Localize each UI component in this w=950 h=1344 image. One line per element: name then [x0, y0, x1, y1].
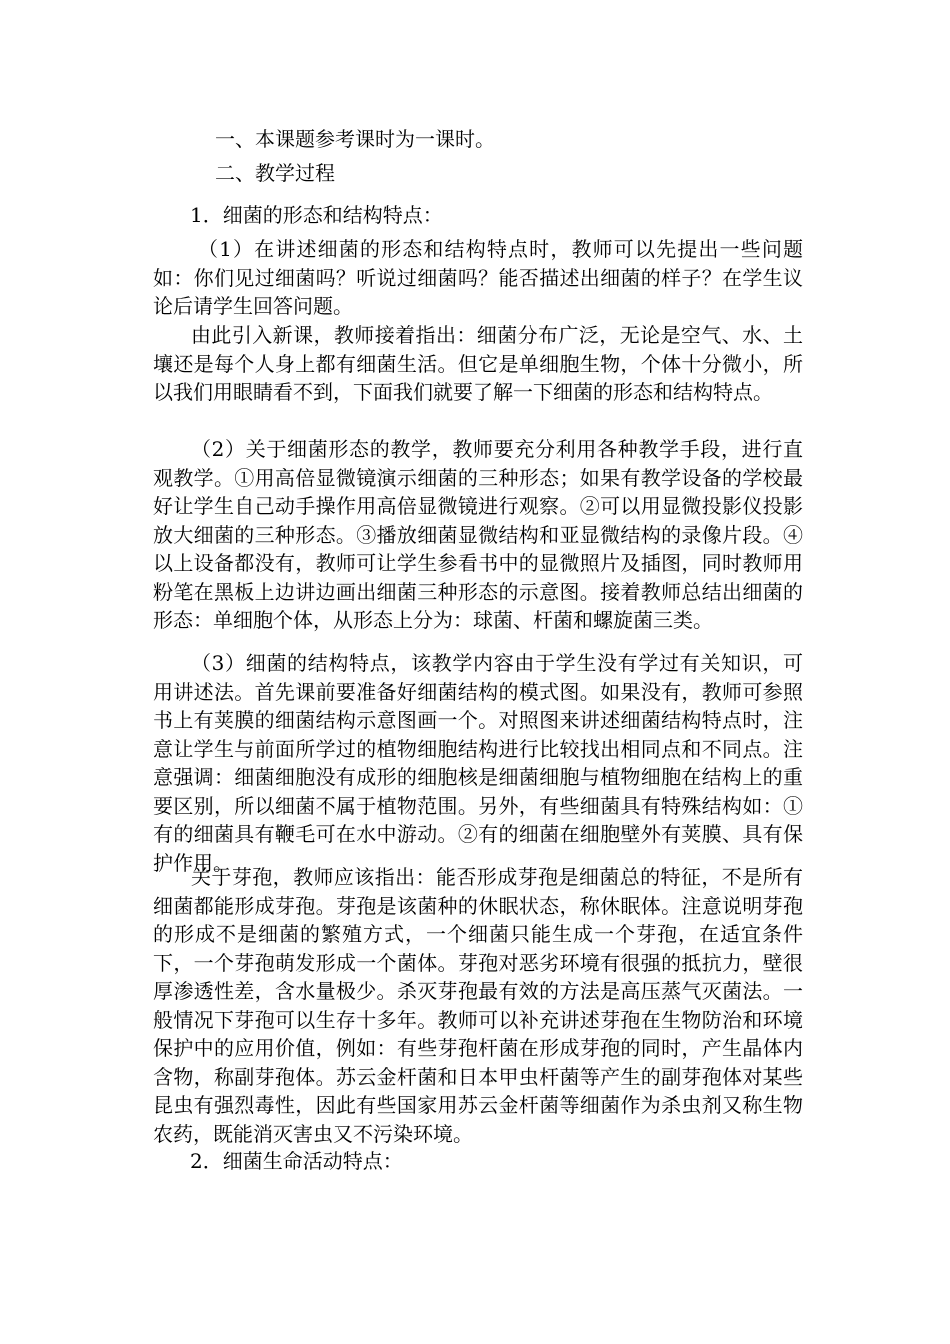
paragraph-1: （1）在讲述细菌的形态和结构特点时，教师可以先提出一些问题如：你们见过细菌吗？听说过细菌吗？能否描述出细菌的样子？在学生议论后请学生回答问题。: [153, 237, 803, 318]
subsection-heading-2: 2．细菌生命活动特点：: [190, 1149, 403, 1173]
paragraph-5: 关于芽孢，教师应该指出：能否形成芽孢是细菌总的特征，不是所有细菌都能形成芽孢。芽孢是该菌种的休眠状态，称休眠体。注意说明芽孢的形成不是细菌的繁殖方式，一个细菌只能生成一个芽孢，在适宜条件下，一个芽孢萌发形成一个菌体。芽孢对恶劣环境有很强的抵抗力，壁很厚渗透性差，含水量极少。杀灭芽孢最有效的方法是高压蒸气灭菌法。一般情况下芽孢可以生存十多年。教师可以补充讲述芽孢在生物防治和环境保护中的应用价值，例如：有些芽孢杆菌在形成芽孢的同时，产生晶体内含物，称副芽孢体。苏云金杆菌和日本甲虫杆菌等产生的副芽孢体对某些昆虫有强烈毒性，因此有些国家用苏云金杆菌等细菌作为杀虫剂又称生物农药，既能消灭害虫又不污染环境。: [153, 865, 803, 1146]
section-heading-1: 一、本课题参考课时为一课时。: [215, 127, 495, 151]
subsection-heading-1: 1．细菌的形态和结构特点：: [190, 203, 443, 227]
paragraph-4: （3）细菌的结构特点，该教学内容由于学生没有学过有关知识，可用讲述法。首先课前要准备好细菌结构的模式图。如果没有，教师可参照书上有荚膜的细菌结构示意图画一个。对照图来讲述细菌结构特点时，注意让学生与前面所学过的植物细胞结构进行比较找出相同点和不同点。注意强调：细菌细胞没有成形的细胞核是细菌细胞与植物细胞在结构上的重要区别，所以细菌不属于植物范围。另外，有些细菌具有特殊结构如：①有的细菌具有鞭毛可在水中游动。②有的细菌在细胞壁外有荚膜、具有保护作用。: [153, 651, 803, 875]
section-heading-2: 二、教学过程: [215, 161, 335, 185]
paragraph-3: （2）关于细菌形态的教学，教师要充分利用各种教学手段，进行直观教学。①用高倍显微镜演示细菌的三种形态；如果有教学设备的学校最好让学生自己动手操作用高倍显微镜进行观察。②可以用显微投影仪投影放大细菌的三种形态。③播放细菌显微结构和亚显微结构的录像片段。④以上设备都没有，教师可让学生参看书中的显微照片及插图，同时教师用粉笔在黑板上边讲边画出细菌三种形态的示意图。接着教师总结出细菌的形态：单细胞个体，从形态上分为：球菌、杆菌和螺旋菌三类。: [153, 437, 803, 632]
paragraph-2: 由此引入新课，教师接着指出：细菌分布广泛，无论是空气、水、土壤还是每个人身上都有细菌生活。但它是单细胞生物，个体十分微小，所以我们用眼睛看不到，下面我们就要了解一下细菌的形态和结构特点。: [153, 323, 803, 404]
